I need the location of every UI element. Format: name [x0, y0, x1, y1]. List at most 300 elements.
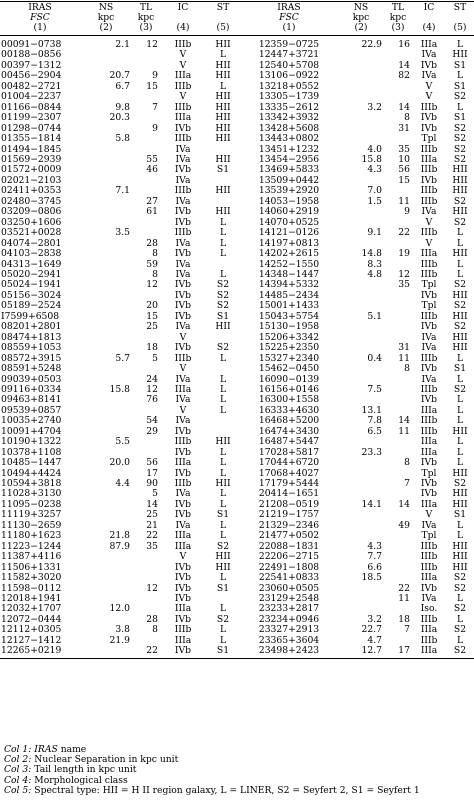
table-cell: HII — [452, 185, 468, 197]
table-cell: IIIb — [420, 195, 438, 207]
table-cell: 12127−1412 — [1, 634, 62, 646]
table-cell: 17179+5444 — [258, 478, 320, 490]
table-cell: 22088−1831 — [258, 540, 320, 552]
table-cell: IVb — [174, 206, 192, 218]
table-cell: 18 — [146, 342, 158, 354]
table-cell: 15 — [146, 310, 158, 322]
table-cell — [80, 573, 132, 583]
header-cell: ST — [216, 2, 230, 13]
table-row — [0, 103, 474, 113]
table-cell: 21329−2346 — [258, 519, 320, 531]
note-label: Col 4: — [4, 774, 32, 786]
header-cell: kpc — [137, 12, 155, 23]
table-cell: L — [219, 488, 227, 500]
table-cell: L — [456, 394, 464, 406]
table-cell: 13454−2956 — [258, 153, 320, 165]
table-cell: 01004−2237 — [1, 91, 62, 103]
table-cell: IIIb — [174, 352, 192, 364]
table-cell: HII — [215, 59, 231, 71]
table-cell: 87.9 — [109, 540, 130, 552]
table-cell: 8 — [152, 248, 158, 260]
table-cell — [384, 573, 412, 583]
table-cell: IIIa — [420, 248, 438, 260]
table-row — [0, 322, 474, 332]
table-cell: 13218+0552 — [258, 80, 320, 92]
table-cell: HII — [215, 551, 231, 563]
table-cell: 09039+0503 — [1, 373, 62, 385]
table-cell: S1 — [453, 509, 467, 521]
table-cell: 14252−1550 — [258, 258, 320, 270]
table-cell: 12 — [146, 279, 158, 291]
table-cell: 15225+2350 — [258, 342, 320, 354]
table-cell: IIIb — [420, 185, 438, 197]
table-cell: S2 — [216, 289, 230, 301]
table-cell: S1 — [216, 645, 230, 657]
table-cell: HII — [215, 561, 231, 573]
header-cell: kpc — [389, 12, 407, 23]
table-cell: IVb — [174, 582, 192, 594]
table-cell: 10190+1322 — [1, 436, 62, 448]
table-row — [0, 280, 474, 290]
table-cell: L — [219, 530, 227, 542]
table-row — [0, 197, 474, 207]
table-cell: 14348−1447 — [258, 268, 320, 280]
table-cell: S2 — [453, 216, 467, 228]
table-row — [0, 646, 474, 656]
table-cell: IVa — [175, 153, 191, 165]
table-cell: 55 — [146, 153, 158, 165]
table-cell: 13335−2612 — [258, 101, 320, 113]
table-cell: 00482−2721 — [1, 80, 62, 92]
table-cell: HII — [452, 342, 468, 354]
table-cell: IIIb — [174, 185, 192, 197]
table-row — [0, 301, 474, 311]
table-cell — [384, 301, 412, 311]
table-cell: IIIb — [420, 561, 438, 573]
table-cell — [384, 291, 412, 301]
table-cell: 12359−0725 — [258, 39, 320, 50]
table-cell: S1 — [216, 310, 230, 322]
table-cell: 00397−1312 — [1, 59, 62, 71]
table-cell: 14.1 — [361, 498, 382, 510]
table-cell: 13469+5833 — [258, 164, 320, 176]
table-cell: 10091+4704 — [1, 425, 62, 437]
table-cell: 76 — [146, 394, 158, 406]
table-cell: V — [179, 331, 187, 343]
table-cell: HII — [452, 49, 468, 61]
table-cell: 08572+3915 — [1, 352, 62, 364]
table-cell: 59 — [146, 258, 158, 270]
table-cell: L — [219, 498, 227, 510]
table-cell: 10485−1447 — [1, 457, 62, 469]
table-cell: HII — [215, 206, 231, 218]
table-cell: 4.0 — [367, 143, 382, 155]
table-cell: IVa — [421, 519, 437, 531]
table-cell: IVb — [174, 310, 192, 322]
table-cell: 20.3 — [109, 112, 130, 124]
table-cell: HII — [215, 133, 231, 145]
table-cell — [132, 50, 160, 60]
table-cell: IVa — [175, 321, 191, 333]
table-cell — [384, 134, 412, 144]
table-cell: 17044+6720 — [258, 457, 320, 469]
table-cell: 3.5 — [115, 227, 130, 239]
table-cell: S2 — [453, 195, 467, 207]
table-cell: 27 — [146, 195, 158, 207]
table-cell: IIIa — [420, 153, 438, 165]
table-cell: 29 — [146, 425, 158, 437]
table-cell: 14485−2434 — [258, 289, 320, 301]
table-cell — [80, 207, 132, 217]
table-cell: IVb — [174, 645, 192, 657]
table-cell: 1.5 — [367, 195, 382, 207]
table-cell: 4.4 — [115, 478, 130, 490]
header-cell: TL — [139, 2, 153, 13]
table-cell: S1 — [453, 59, 467, 71]
table-cell: 22206−2715 — [258, 551, 320, 563]
table-cell: 22541+0833 — [258, 572, 320, 584]
table-cell — [80, 510, 132, 520]
table-cell: 11 — [398, 425, 410, 437]
table-cell: IIIb — [174, 436, 192, 448]
table-cell: 4.3 — [367, 540, 382, 552]
table-cell: L — [219, 634, 227, 646]
table-cell: 17068+4027 — [258, 467, 320, 479]
table-cell: 3.2 — [367, 101, 382, 113]
table-cell: 11095−0238 — [1, 498, 62, 510]
table-cell: L — [456, 352, 464, 364]
table-cell: 12 — [146, 582, 158, 594]
table-cell — [80, 312, 132, 322]
table-row — [0, 82, 474, 92]
table-cell: IIIa — [174, 603, 192, 615]
table-cell: 9 — [152, 70, 158, 82]
table-cell: S1 — [453, 80, 467, 92]
table-cell: 11 — [398, 195, 410, 207]
table-cell: 14 — [146, 498, 158, 510]
header-cell: FSC — [279, 12, 299, 23]
table-cell — [338, 333, 384, 343]
table-cell: IVa — [421, 331, 437, 343]
table-cell: IVb — [420, 457, 438, 469]
table-cell: L — [456, 634, 464, 646]
table-cell — [338, 124, 384, 134]
table-cell: IVb — [420, 59, 438, 71]
table-cell: 22 — [398, 582, 410, 594]
table-cell: 22 — [398, 227, 410, 239]
header-cell: (5) — [453, 22, 467, 33]
table-cell — [80, 646, 132, 656]
table-cell: 23234+0946 — [258, 613, 320, 625]
table-row — [0, 291, 474, 301]
table-cell — [80, 270, 132, 280]
table-cell: L — [456, 237, 464, 249]
table-cell: 23129+2548 — [258, 593, 320, 605]
table-cell — [338, 82, 384, 92]
table-cell — [80, 584, 132, 594]
table-cell — [80, 416, 132, 426]
table-cell — [384, 531, 412, 541]
table-cell: IVa — [175, 237, 191, 249]
table-cell: IVa — [175, 195, 191, 207]
header-cell: ST — [453, 2, 467, 13]
table-cell — [80, 333, 132, 343]
table-cell: 15206+3342 — [258, 331, 320, 343]
table-cell: I7599+6508 — [1, 310, 60, 322]
table-cell: 04074−2801 — [1, 237, 62, 249]
table-cell: 11598−0112 — [1, 582, 62, 594]
table-cell: IIIa — [420, 404, 438, 416]
table-cell — [132, 594, 160, 604]
table-cell: 04103−2838 — [1, 248, 62, 260]
table-cell: 12 — [146, 383, 158, 395]
table-cell: HII — [452, 498, 468, 510]
table-row — [0, 615, 474, 625]
table-cell: 05189−2524 — [1, 300, 62, 312]
table-row — [0, 375, 474, 385]
table-cell: 14202+2615 — [258, 248, 320, 260]
table-cell: 09116+0334 — [1, 383, 62, 395]
table-cell: 13509+0442 — [258, 174, 320, 186]
table-cell: 6.5 — [367, 425, 382, 437]
table-row — [0, 542, 474, 552]
table-row — [0, 552, 474, 562]
table-cell: 8.3 — [367, 258, 382, 270]
table-cell: IVb — [420, 289, 438, 301]
header-cell: (4) — [422, 22, 436, 33]
table-cell: S2 — [453, 645, 467, 657]
table-cell: S2 — [453, 383, 467, 395]
table-cell: 01355−1814 — [1, 133, 62, 145]
table-cell: S2 — [453, 624, 467, 636]
table-cell: 49 — [398, 519, 410, 531]
table-cell: 14197+0813 — [258, 237, 320, 249]
table-cell: L — [456, 101, 464, 113]
table-cell: 11119+3257 — [1, 509, 62, 521]
table-cell: 6.6 — [367, 561, 382, 573]
table-cell: IVb — [174, 561, 192, 573]
table-cell: HII — [452, 289, 468, 301]
table-header — [0, 3, 474, 33]
note-text: Morphological class — [34, 774, 128, 786]
table-cell: 56 — [398, 164, 410, 176]
table-cell: 2.1 — [115, 39, 130, 50]
table-cell: 4.3 — [367, 164, 382, 176]
table-row — [0, 40, 474, 50]
table-cell: S2 — [216, 300, 230, 312]
table-cell: HII — [215, 122, 231, 134]
table-cell: L — [456, 530, 464, 542]
table-cell: 22491−1808 — [258, 561, 320, 573]
table-cell: IVa — [175, 258, 191, 270]
table-cell: IVa — [421, 373, 437, 385]
table-cell — [80, 406, 132, 416]
table-cell: IVb — [420, 174, 438, 186]
table-cell — [338, 521, 384, 531]
table-cell: 5.7 — [115, 352, 130, 364]
table-cell: 08559+1053 — [1, 342, 62, 354]
table-cell: 22 — [146, 645, 158, 657]
table-cell: L — [219, 216, 227, 228]
table-cell: L — [219, 519, 227, 531]
table-cell: HII — [215, 91, 231, 103]
table-cell: IIIb — [174, 133, 192, 145]
table-cell: V — [179, 49, 187, 61]
table-row — [0, 312, 474, 322]
table-cell: 15327+2340 — [258, 352, 320, 364]
table-cell: 14070+0525 — [258, 216, 320, 228]
table-cell: S2 — [453, 143, 467, 155]
table-cell: IIIa — [420, 624, 438, 636]
table-cell: IVa — [175, 174, 191, 186]
table-cell — [384, 552, 412, 562]
table-cell: 22.9 — [361, 39, 382, 50]
table-cell: IVb — [420, 122, 438, 134]
table-cell: HII — [452, 551, 468, 563]
header-cell: (2) — [99, 22, 113, 33]
header-cell: kpc — [97, 12, 115, 23]
table-cell: IIIb — [174, 39, 192, 50]
table-cell: S1 — [453, 363, 467, 375]
table-row — [0, 625, 474, 635]
table-cell: 12.7 — [361, 645, 382, 657]
table-cell: IVb — [420, 321, 438, 333]
table-cell — [132, 134, 160, 144]
table-cell: IIIb — [420, 551, 438, 563]
header-cell: IRAS — [28, 2, 52, 13]
table-cell: 09463+8141 — [1, 394, 62, 406]
table-cell: IIIa — [420, 572, 438, 584]
table-cell: IIIb — [420, 383, 438, 395]
header-cell: (3) — [391, 22, 405, 33]
table-cell — [132, 176, 160, 186]
header-cell: IC — [423, 2, 435, 13]
table-cell: 12018+1941 — [1, 593, 62, 605]
table-cell: 12032+1707 — [1, 603, 62, 615]
table-cell: L — [456, 415, 464, 427]
table-cell: 04313−1649 — [1, 258, 62, 270]
table-cell: L — [219, 572, 227, 584]
table-cell: Tpl — [421, 133, 437, 145]
table-cell: 11 — [398, 352, 410, 364]
header-cell: FSC — [30, 12, 50, 23]
table-cell: 12540+5708 — [258, 59, 320, 71]
table-cell: 7.8 — [367, 415, 382, 427]
table-cell: L — [219, 80, 227, 92]
table-cell: 14121−0126 — [258, 227, 320, 239]
table-cell: 23233+2817 — [258, 603, 320, 615]
table-cell: IVb — [174, 279, 192, 291]
table-cell — [80, 249, 132, 259]
table-cell: 16090−0139 — [258, 373, 320, 385]
table-cell: 08474+1813 — [1, 331, 62, 343]
table-cell: 7.7 — [367, 551, 382, 563]
table-cell: 24 — [146, 373, 158, 385]
table-cell: Tpl — [421, 530, 437, 542]
table-cell: L — [219, 352, 227, 364]
table-cell: HII — [215, 39, 231, 50]
table-cell — [80, 364, 132, 374]
table-cell: 11028+3130 — [1, 488, 62, 500]
table-cell: 14394+5332 — [258, 279, 320, 291]
table-cell: HII — [452, 488, 468, 500]
table-cell: IIIb — [420, 268, 438, 280]
table-cell — [80, 395, 132, 405]
table-row — [0, 469, 474, 479]
table-row — [0, 448, 474, 458]
table-cell — [338, 458, 384, 468]
table-cell: S2 — [453, 91, 467, 103]
table-cell: S1 — [453, 112, 467, 124]
table-cell: 12 — [146, 39, 158, 50]
table-cell: IIIa — [420, 498, 438, 510]
table-cell — [338, 280, 384, 290]
table-cell: S1 — [216, 582, 230, 594]
table-cell: 05020−2941 — [1, 268, 62, 280]
table-row — [0, 531, 474, 541]
table-cell: 14 — [398, 498, 410, 510]
table-cell: IVa — [175, 519, 191, 531]
table-cell: V — [179, 59, 187, 71]
table-cell: IVb — [174, 446, 192, 458]
table-cell: IIIb — [420, 425, 438, 437]
table-cell: 15 — [398, 174, 410, 186]
table-cell: 00188−0856 — [1, 49, 62, 61]
table-cell: IVb — [174, 122, 192, 134]
table-cell: 35 — [146, 540, 158, 552]
table-row — [0, 134, 474, 144]
table-cell: S2 — [453, 603, 467, 615]
header-cell: (1) — [282, 22, 296, 33]
table-cell: V — [425, 216, 433, 228]
table-cell: 4.7 — [367, 634, 382, 646]
table-cell: 12265+0219 — [1, 645, 62, 657]
table-cell — [338, 510, 384, 520]
table-cell: 15.8 — [361, 153, 382, 165]
table-cell: 35 — [398, 279, 410, 291]
table-cell: IIIb — [420, 634, 438, 646]
table-cell: HII — [215, 112, 231, 124]
table-cell: 5.1 — [367, 310, 382, 322]
table-cell: L — [219, 467, 227, 479]
table-cell: L — [219, 237, 227, 249]
table-cell: 13342+3932 — [258, 112, 320, 124]
note-italic: IRAS — [34, 744, 58, 755]
table-cell: IIIb — [420, 227, 438, 239]
note-label: Col 5: — [4, 784, 32, 796]
table-row — [0, 458, 474, 468]
table-cell: IVa — [175, 394, 191, 406]
table-cell: 00091−0738 — [1, 39, 62, 50]
table-cell: 17028+5817 — [258, 446, 320, 458]
table-cell: 11130−2659 — [1, 519, 62, 531]
table-cell: IVb — [174, 216, 192, 228]
table-row — [0, 563, 474, 573]
table-cell: 19 — [398, 248, 410, 260]
note-label: Col 1: — [4, 744, 32, 755]
table-cell: IIIa — [174, 540, 192, 552]
note-text: Spectral type: HII = H II region galaxy, L = LINER, S2 = Seyfert 2, S1 = Seyfert 1 — [34, 784, 420, 796]
table-cell: 20414−1651 — [258, 488, 320, 500]
table-cell — [338, 113, 384, 123]
table-cell: HII — [452, 561, 468, 573]
table-cell: S2 — [453, 153, 467, 165]
table-cell: HII — [452, 467, 468, 479]
table-row — [0, 364, 474, 374]
header-cell: (1) — [33, 22, 47, 33]
table-cell: HII — [452, 310, 468, 322]
table-cell: HII — [215, 70, 231, 82]
